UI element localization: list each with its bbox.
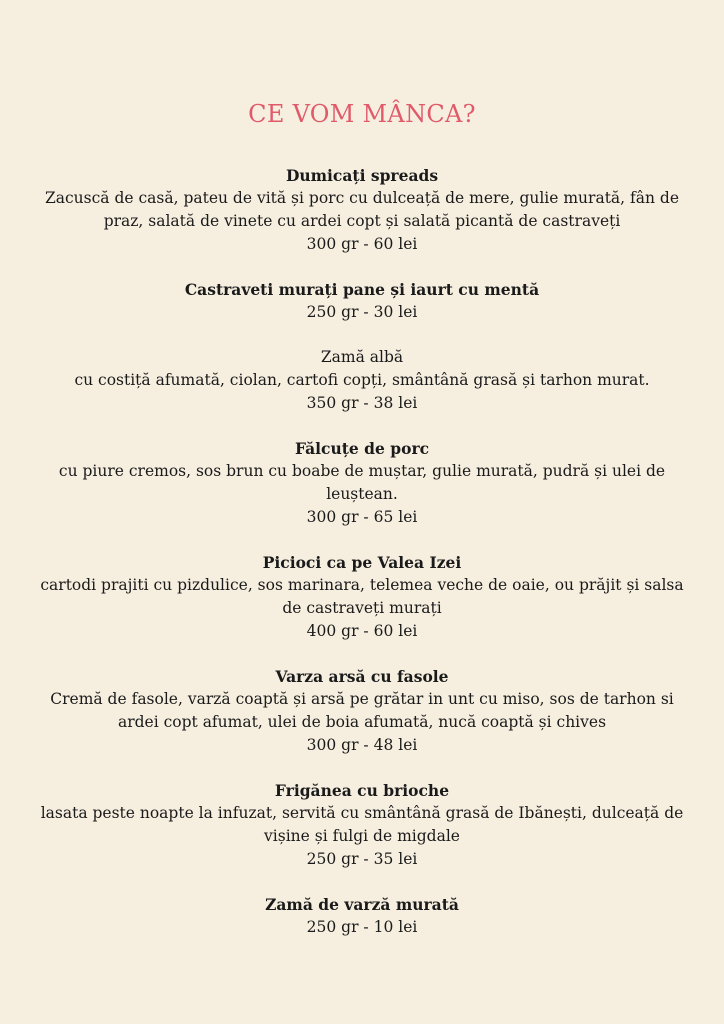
menu-item-falcute-de-porc	[40, 437, 684, 529]
menu-item-name: Dumicați spreads	[285, 166, 439, 185]
menu-item-name: Varza arsă cu fasole	[275, 667, 449, 686]
menu-item-castraveti-pane	[40, 278, 684, 324]
menu-item-price: 400 gr - 60 lei	[306, 622, 418, 640]
menu-item-varza-arsa	[40, 665, 684, 757]
menu-item-name: Castraveti murați pane și iaurt cu mentă	[184, 280, 540, 299]
menu-item-description: lasata peste noapte la infuzat, servită cu smântână grasă de Ibănești, dulceață de vișine și fulgi de migdale	[40, 804, 684, 845]
menu-item-friganea-brioche	[40, 779, 684, 871]
menu-item-price: 300 gr - 65 lei	[306, 508, 418, 526]
menu-item-name: Zamă de varză murată	[265, 895, 459, 914]
menu-item-price: 250 gr - 35 lei	[306, 850, 418, 868]
menu-list	[40, 164, 684, 961]
menu-item-dumicati-spreads	[40, 164, 684, 256]
menu-item-name: Frigănea cu brioche	[274, 781, 450, 800]
menu-item-price: 250 gr - 10 lei	[306, 918, 418, 936]
menu-item-price: 350 gr - 38 lei	[306, 394, 418, 412]
menu-item-description: Cremă de fasole, varză coaptă și arsă pe grătar in unt cu miso, sos de tarhon si ardei copt afumat, ulei de boia afumată, nucă coaptă și chives	[50, 690, 674, 731]
menu-item-name: Zamă albă	[320, 348, 404, 366]
page-title: CE VOM MÂNCA?	[248, 100, 476, 128]
menu-item-picioci-valea-izei	[40, 551, 684, 643]
menu-item-zama-varza-murata	[40, 893, 684, 939]
menu-item-price: 300 gr - 48 lei	[306, 736, 418, 754]
menu-item-name: Fălcuțe de porc	[294, 439, 430, 458]
menu-item-price: 300 gr - 60 lei	[306, 235, 418, 253]
menu-item-description: cartodi prajiti cu pizdulice, sos marinara, telemea veche de oaie, ou prăjit și salsa de castraveți murați	[40, 576, 684, 617]
menu-item-price: 250 gr - 30 lei	[306, 303, 418, 321]
menu-item-zama-alba	[40, 346, 684, 415]
menu-item-description: cu piure cremos, sos brun cu boabe de muștar, gulie murată, pudră și ulei de leuștean.	[58, 462, 666, 503]
menu-item-name: Picioci ca pe Valea Izei	[262, 553, 462, 572]
menu-item-description: cu costiță afumată, ciolan, cartofi copți, smântână grasă și tarhon murat.	[74, 371, 650, 389]
menu-item-description: Zacuscă de casă, pateu de vită și porc cu dulceață de mere, gulie murată, fân de praz, salată de vinete cu ardei copt și salată picantă de castraveți	[44, 189, 680, 230]
